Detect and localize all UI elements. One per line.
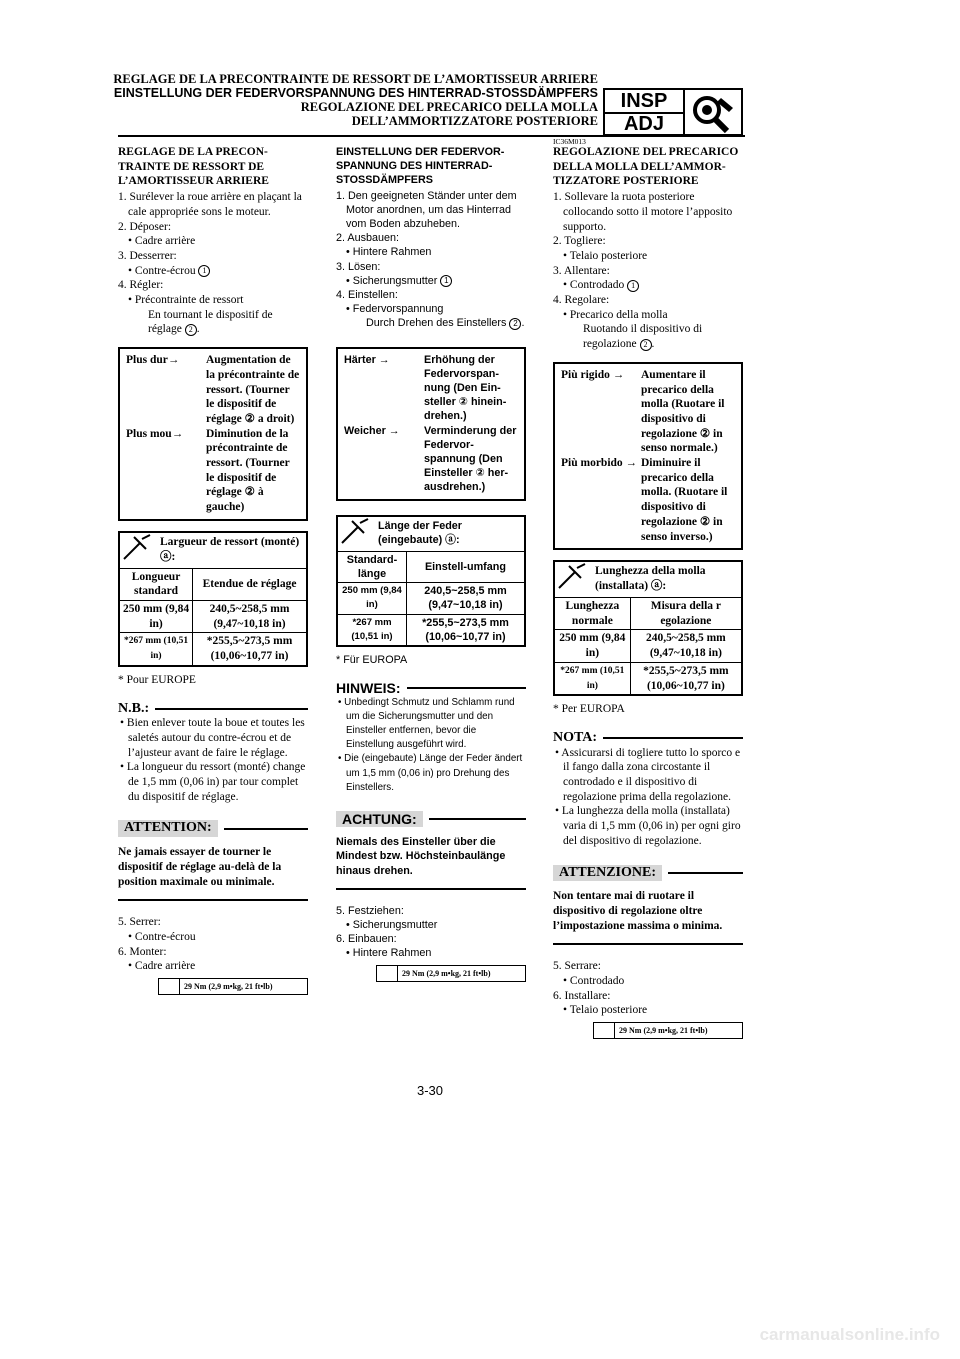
watermark: carmanualsonline.info xyxy=(759,1325,940,1344)
insp-adj-badge xyxy=(603,88,743,136)
badge-insp: INSP xyxy=(605,90,685,114)
step-4: 4. Einstellen: xyxy=(336,289,398,302)
step-5-item: • Sicherungsmutter xyxy=(346,918,438,931)
step-4-item: • Federvorspannung xyxy=(346,303,444,316)
step-5: 5. Festziehen: xyxy=(336,904,404,917)
step-3-item: • Sicherungsmutter 1 xyxy=(336,274,526,288)
column-de xyxy=(336,145,526,982)
step-2: 2. Ausbauen: xyxy=(336,232,400,245)
step-3-item: • Contre-écrou 1 xyxy=(118,264,308,279)
header-rule xyxy=(118,135,745,137)
step-2-item: • Telaio posteriore xyxy=(563,249,648,262)
step-3: 3. Lösen: xyxy=(336,260,381,273)
step-6-item: • Telaio posteriore xyxy=(563,1004,648,1017)
spec-table-it: Lunghezza della molla (installata) ⓐ: Lunghezza normale Misura della r egolazione 250 mm (9,84 in) 240,5~258,5 mm (9,47~10,18 in) *267 mm (10,51 in) *255,5~273,5 mm (10,06~10,77 in) xyxy=(553,560,743,696)
step-2-item: • Cadre arrière xyxy=(128,235,196,248)
header-line-de: EINSTELLUNG DER FEDERVORSPANNUNG DES HINTERRAD-STOSSDÄMPFERS xyxy=(113,86,598,100)
step-3: 3. Allentare: xyxy=(553,264,610,277)
wrench-spec-icon xyxy=(555,562,591,592)
note-header-fr: N.B.: xyxy=(118,702,308,717)
torque-spec-it: 29 Nm (2,9 m•kg, 21 ft•lb) xyxy=(593,1022,743,1039)
section-code: IC36M013 xyxy=(553,137,586,146)
attention-it: ATTENZIONE: Non tentare mai di ruotare il dispositivo di regolazione oltre l’impostazione massima o minima. xyxy=(553,865,743,946)
spec-table-de: Länge der Feder (eingebaute) ⓐ: Standard-länge Einstell-umfang 250 mm (9,84 in) 240,5~258,5 mm (9,47~10,18 in) *267 mm (10,51 in) *255,5~273,5 mm (10,06~10,77 in) xyxy=(336,515,526,647)
spec-table-fr: Largueur de ressort (monté) ⓐ: Longueur standard Etendue de réglage 250 mm (9,84 in) 240,5~258,5 mm (9,47~10,18 in) *267 mm (10,51 in) *255,5~273,5 mm (10,06~10,77 in) xyxy=(118,531,308,667)
step-5-item: • Controdado xyxy=(563,975,625,988)
note-item: • La lunghezza della molla (installata) varia di 1,5 mm (0,06 in) per ogni giro del dispositivo di regolazione. xyxy=(555,805,741,847)
step-4-item: • Précontrainte de ressort xyxy=(128,294,244,307)
magnifier-wrench-icon xyxy=(687,92,739,134)
step-4-detail: Durch Drehen des Einstellers 2 . xyxy=(366,317,525,330)
note-item: • Die (eingebaute) Länge der Feder ändert um 1,5 mm (0,06 in) pro Drehung des Einstellers. xyxy=(338,753,523,793)
step-5: 5. Serrer: xyxy=(118,916,161,929)
header-line-fr: REGLAGE DE LA PRECONTRAINTE DE RESSORT DE L’AMORTISSEUR ARRIERE xyxy=(113,72,598,86)
note-item: • Assicurarsi di togliere tutto lo sporco e il fango dalla zona circostante il controdado e il dispositivo di regolazione prima della regolazione. xyxy=(555,746,741,803)
torque-wrench-icon xyxy=(594,1023,615,1038)
step-3: 3. Desserrer: xyxy=(118,249,177,262)
step-1: 1. Sollevare la ruota posteriore collocando sotto il motore l’apposito supporto. xyxy=(553,191,733,233)
adjust-box-it: Più rigido → Aumentare il precarico della molla (Ruotare il dispositivo di regolazione ② in senso normale.) Più morbido → Diminuire il precarico della molla. (Ruotare il dispositivo di regolazione ② in senso inverso.) xyxy=(553,362,743,550)
step-6: 6. Einbauen: xyxy=(336,933,397,946)
step-6: 6. Monter: xyxy=(118,945,167,958)
wrench-spec-icon xyxy=(338,517,374,547)
step-5-item: • Contre-écrou xyxy=(128,930,196,943)
footnote-fr: * Pour EUROPE xyxy=(118,673,196,686)
note-item: • Bien enlever toute la boue et toutes les saletés autour du contre-écrou et de l’ajusteur avant de faire le réglage. xyxy=(120,717,305,759)
note-item: • La longueur du ressort (monté) change de 1,5 mm (0,06 in) par tour complet du dispositif de réglage. xyxy=(120,761,306,803)
footnote-de: * Für EUROPA xyxy=(336,654,408,667)
attention-fr: ATTENTION: Ne jamais essayer de tourner le dispositif de réglage au-delà de la position maximale ou minimale. xyxy=(118,820,308,901)
header-line-it-2: DELL’AMMORTIZZATORE POSTERIORE xyxy=(351,114,598,128)
footnote-it: * Per EUROPA xyxy=(553,703,625,716)
note-item: • Unbedingt Schmutz und Schlamm rund um die Sicherungsmutter und den Einsteller entfernen, bevor die Einstellung ausgeführt wird. xyxy=(338,696,515,751)
column-it xyxy=(553,145,743,1039)
step-3-item: • Controdado 1 xyxy=(553,278,743,293)
step-4-item: • Precarico della molla xyxy=(563,308,668,321)
step-1: 1. Surélever la roue arrière en plaçant la cale appropriée sons le moteur. xyxy=(118,191,302,218)
torque-wrench-icon xyxy=(159,979,180,994)
badge-adj: ADJ xyxy=(605,113,685,135)
step-6-item: • Hintere Rahmen xyxy=(346,947,432,960)
step-4-detail: En tournant le dispositif de réglage 2 . xyxy=(148,308,273,336)
step-2: 2. Déposer: xyxy=(118,220,172,233)
adjust-box-fr: Plus dur→ Augmentation de la précontrainte de ressort. (Tourner le dispositif de réglage ② a droit) Plus mou→ Diminution de la précontrainte de ressort. (Tourner le dispositif de réglage ② à gauche) xyxy=(118,347,308,521)
step-6-item: • Cadre arrière xyxy=(128,960,196,973)
step-5: 5. Serrare: xyxy=(553,960,601,973)
torque-spec-fr: 29 Nm (2,9 m•kg, 21 ft•lb) xyxy=(158,978,308,995)
note-header-de: HINWEIS: xyxy=(336,681,526,695)
step-2-item: • Hintere Rahmen xyxy=(346,246,432,259)
adjust-box-de: Härter → Erhöhung der Federvorspan-nung (Den Ein-steller ② hinein-drehen.) Weicher → Verminderung der Federvor-spannung (Den Einsteller ② her-ausdrehen.) xyxy=(336,347,526,501)
section-header xyxy=(100,72,598,128)
note-header-it: NOTA: xyxy=(553,731,743,746)
header-line-it-1: REGOLAZIONE DEL PRECARICO DELLA MOLLA xyxy=(300,100,598,114)
torque-wrench-icon xyxy=(377,966,398,981)
step-4-detail: Ruotando il dispositivo di regolazione 2 . xyxy=(583,323,703,351)
title-de: EINSTELLUNG DER FEDERVOR-SPANNUNG DES HINTERRAD-STOSSDÄMPFERS xyxy=(336,146,505,187)
column-fr xyxy=(118,145,308,995)
wrench-spec-icon xyxy=(120,533,156,563)
step-6: 6. Installare: xyxy=(553,989,611,1002)
step-4: 4. Régler: xyxy=(118,279,164,292)
title-fr: REGLAGE DE LA PRECON-TRAINTE DE RESSORT DE L’AMORTISSEUR ARRIERE xyxy=(118,146,269,188)
title-it: REGOLAZIONE DEL PRECARICO DELLA MOLLA DELL’AMMOR-TIZZATORE POSTERIORE xyxy=(553,146,739,188)
torque-spec-de: 29 Nm (2,9 m•kg, 21 ft•lb) xyxy=(376,965,526,982)
step-1: 1. Den geeigneten Ständer unter dem Motor anordnen, um das Hinterrad vom Boden abzuheben. xyxy=(336,189,517,231)
page-number: 3-30 xyxy=(416,1083,444,1098)
attention-de: ACHTUNG: Niemals des Einsteller über die Mindest bzw. Höchsteinbaulänge hinaus drehen. xyxy=(336,811,526,890)
step-2: 2. Togliere: xyxy=(553,235,606,248)
step-4: 4. Regolare: xyxy=(553,294,610,307)
